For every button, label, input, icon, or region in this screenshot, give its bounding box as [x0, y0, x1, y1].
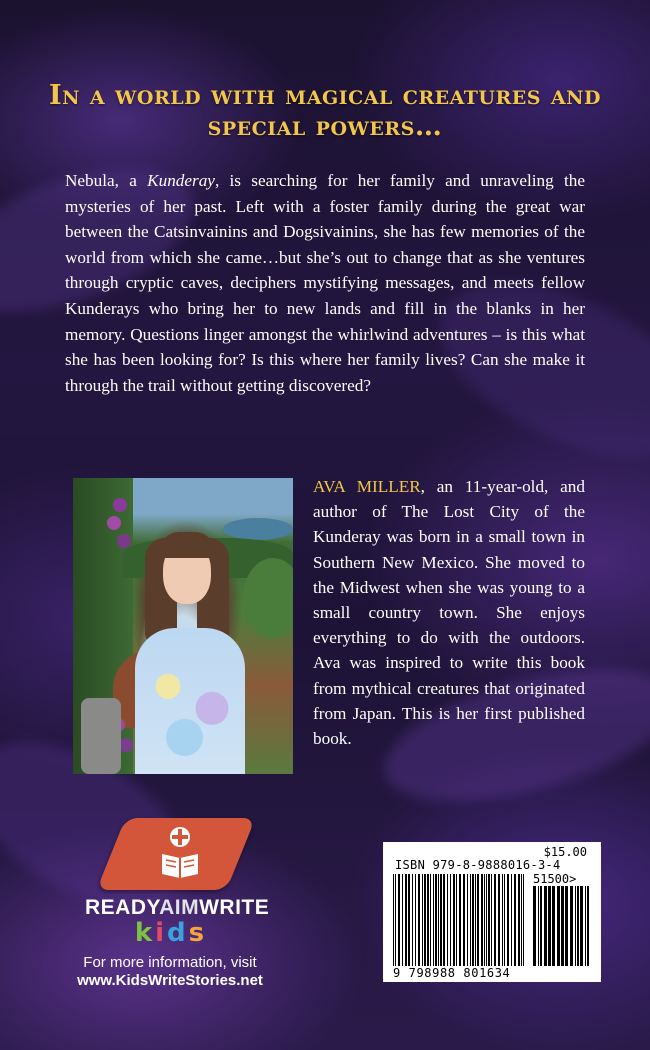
barcode-bar — [486, 874, 488, 966]
barcode-bar — [393, 874, 394, 966]
barcode-bar — [430, 874, 431, 966]
barcode-bar — [552, 886, 555, 966]
brand-kids: kids — [134, 918, 208, 948]
author-name: AVA MILLER — [313, 477, 421, 496]
barcode-bar — [472, 874, 474, 966]
barcode-bar — [587, 886, 589, 966]
author-bio — [313, 474, 585, 751]
barcode-bar — [558, 886, 560, 966]
brand-aim: AIM — [159, 896, 200, 919]
author-photo — [73, 478, 293, 774]
barcode-bar — [422, 874, 423, 966]
barcode-bar — [585, 886, 586, 966]
brand-ready: READY — [85, 896, 160, 919]
blurb-italic-term: Kunderay — [147, 171, 215, 190]
barcode-bar — [398, 874, 400, 966]
barcode-bar — [549, 886, 551, 966]
barcode-bar — [395, 874, 397, 966]
blurb-text: Nebula, a — [65, 171, 148, 190]
author-bio-text: , an 11-year-old, and author of The Lost City of the Kunderay was born in a small town in Southern New Mexico. She moved to the Midwest when she was young to a small country town. She enjoys everything to do with the outdoors. Ava was inspired to write this book from mythical creatures that originated from Japan. This is her first published book. — [313, 477, 585, 749]
barcode-bar — [443, 874, 445, 966]
barcode-bar — [565, 886, 566, 966]
brand-write: WRITE — [199, 896, 270, 919]
barcode-bar — [456, 874, 457, 966]
barcode-bar — [424, 874, 426, 966]
barcode-bar — [494, 874, 496, 966]
barcode-bar — [540, 886, 542, 966]
barcode-bar — [408, 874, 410, 966]
barcode-bar — [453, 874, 455, 966]
reader-book-icon — [160, 826, 200, 878]
info-line: For more information, visit — [83, 954, 257, 971]
barcode-bar — [507, 874, 509, 966]
brand-name — [85, 896, 270, 920]
blurb-text: , is searching for her family and unraveling the mysteries of her past. Left with a foster family during the great war between the Catsinvainins and Dogsivainins, she has few memories of the world from which she came…but she’s out to change that as she ventures through cryptic caves, deciphers mystifying messages, and meets fellow Kunderays who bring her to new lands and fill in the blanks in her memory. Questions linger amongst the whirlwind adventures – is this what she has been looking for? Is this where her family lives? Can she make it through the trail without getting discovered? — [65, 171, 585, 395]
price-label: $15.00 — [543, 845, 587, 859]
barcode-bar — [450, 874, 452, 966]
barcode-bar — [570, 886, 573, 966]
barcode-digits: 9 798988 801634 — [393, 966, 511, 980]
barcode-bar — [415, 874, 417, 966]
barcode-bar — [475, 874, 476, 966]
barcode-bar — [402, 874, 403, 966]
barcode-bar — [488, 874, 490, 966]
publisher-logo — [85, 818, 270, 948]
barcode-bars — [393, 874, 525, 966]
barcode-bar — [544, 886, 547, 966]
barcode-bar — [405, 874, 407, 966]
barcode-bar — [433, 874, 435, 966]
barcode-bar — [459, 874, 461, 966]
barcode-bar — [491, 874, 492, 966]
publisher-url[interactable]: www.KidsWriteStories.net — [77, 972, 263, 989]
barcode-bar — [498, 874, 500, 966]
headline: In a world with magical creatures and special powers… — [49, 80, 601, 142]
barcode-bar — [518, 874, 520, 966]
barcode-bar — [548, 886, 549, 966]
barcode-bar — [511, 874, 512, 966]
price-addon-code: 51500> — [533, 872, 577, 886]
barcode-bar — [427, 874, 429, 966]
barcode-bar — [467, 874, 468, 966]
barcode-bar — [533, 886, 536, 966]
barcode-bar — [523, 874, 525, 966]
barcode-bar — [418, 874, 420, 966]
barcode-bar — [477, 874, 479, 966]
barcode-bar — [504, 874, 506, 966]
barcode-bar — [538, 886, 539, 966]
barcode-bar — [575, 886, 576, 966]
barcode-bar — [412, 874, 413, 966]
publisher-info — [60, 954, 280, 990]
isbn-barcode — [383, 842, 601, 982]
barcode-bar — [502, 874, 503, 966]
barcode-bar — [561, 886, 564, 966]
barcode-bar — [463, 874, 465, 966]
barcode-bar — [470, 874, 472, 966]
book-blurb — [65, 168, 585, 398]
barcode-bar — [438, 874, 439, 966]
barcode-bar — [580, 886, 583, 966]
barcode-bar — [566, 886, 568, 966]
barcode-bar — [521, 874, 522, 966]
barcode-bar — [435, 874, 437, 966]
barcode-bar — [481, 874, 483, 966]
addon-barcode-bars — [533, 886, 591, 966]
barcode-bar — [557, 886, 558, 966]
barcode-bar — [440, 874, 442, 966]
barcode-bar — [577, 886, 579, 966]
isbn-number: ISBN 979-8-9888016-3-4 — [395, 858, 561, 872]
barcode-bar — [447, 874, 448, 966]
barcode-bar — [484, 874, 485, 966]
barcode-bar — [514, 874, 516, 966]
